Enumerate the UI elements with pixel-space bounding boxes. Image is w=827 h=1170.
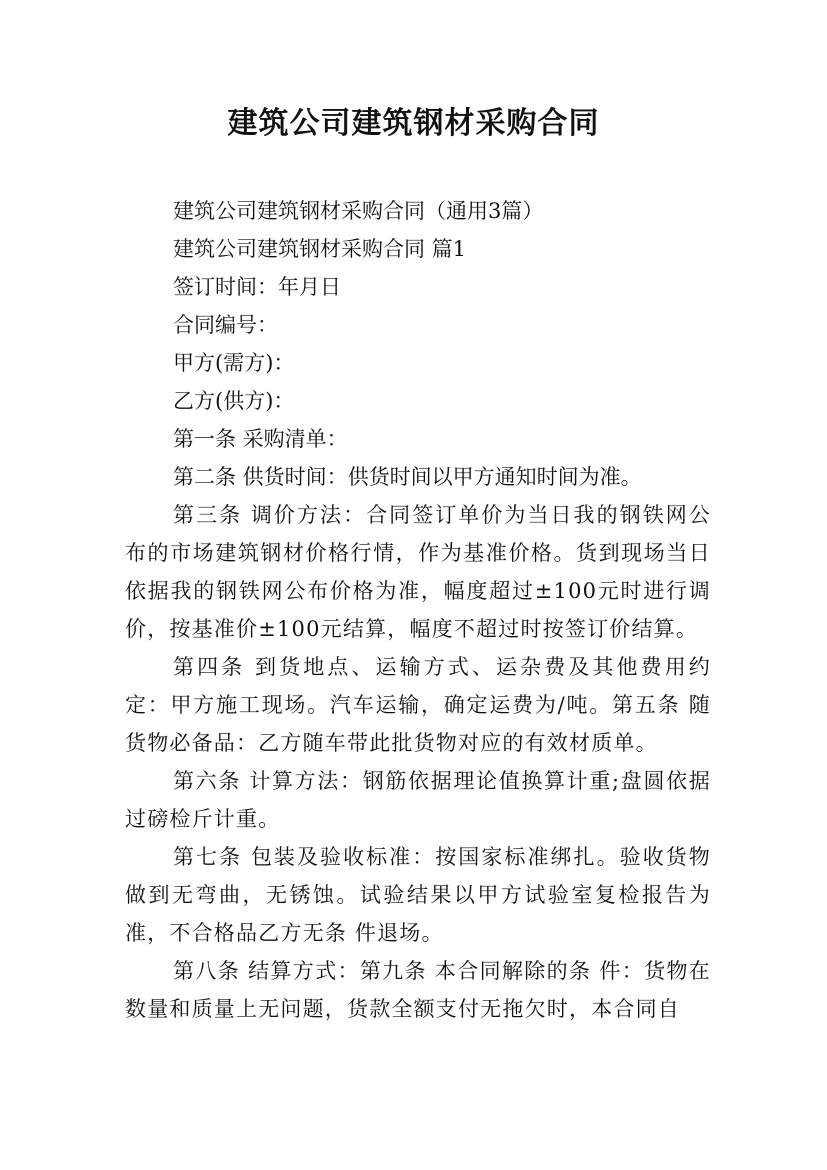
document-title: 建筑公司建筑钢材采购合同: [227, 106, 600, 141]
article-2: 第二条 供货时间：供货时间以甲方通知时间为准。: [173, 465, 642, 489]
subtitle-line: 建筑公司建筑钢材采购合同（通用3篇）: [173, 199, 544, 223]
signing-date-field: 签订时间：年月日: [173, 275, 341, 299]
article-3-paragraph: 第三条 调价方法：合同签订单价为当日我的钢铁网公布的市场建筑钢材价格行情，作为基准价格。货到现场当日依据我的钢铁网公布价格为准，幅度超过±100元时进行调价，按基准价±100元结算，幅度不超过时按签订价结算。: [125, 503, 711, 641]
section-heading: 建筑公司建筑钢材采购合同 篇1: [173, 237, 467, 261]
article-7-paragraph: 第七条 包装及验收标准：按国家标准绑扎。验收货物做到无弯曲，无锈蚀。试验结果以甲方试验室复检报告为准，不合格品乙方无条 件退场。: [125, 845, 711, 945]
article-1: 第一条 采购清单：: [173, 427, 348, 451]
article-4-5-paragraph: 第四条 到货地点、运输方式、运杂费及其他费用约定：甲方施工现场。汽车运输，确定运费为/吨。第五条 随货物必备品：乙方随车带此批货物对应的有效材质单。: [125, 655, 711, 755]
contract-number-field: 合同编号：: [173, 313, 278, 337]
party-b-field: 乙方(供方)：: [173, 389, 295, 413]
document-body: [125, 192, 711, 1028]
article-6-paragraph: 第六条 计算方法：钢筋依据理论值换算计重;盘圆依据过磅检斤计重。: [125, 769, 711, 831]
party-a-field: 甲方(需方)：: [173, 351, 295, 375]
article-8-9-paragraph: 第八条 结算方式：第九条 本合同解除的条 件：货物在数量和质量上无问题，货款全额支付无拖欠时，本合同自: [125, 959, 711, 1021]
